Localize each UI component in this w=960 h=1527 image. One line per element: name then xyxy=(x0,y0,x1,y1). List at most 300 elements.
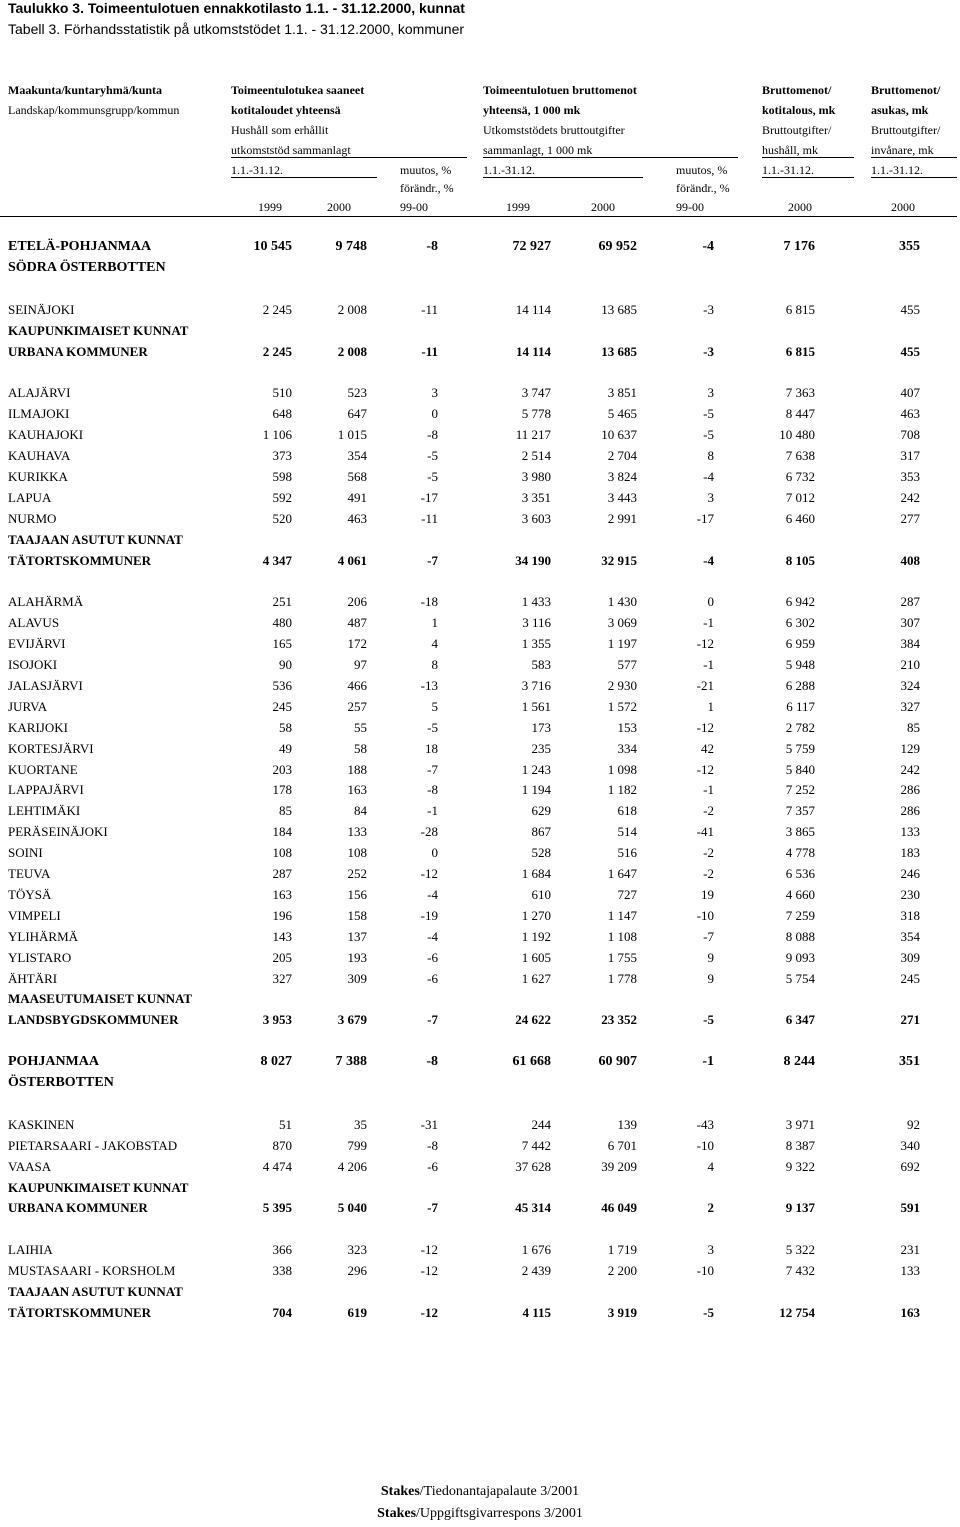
row-name: SOINI xyxy=(8,845,43,861)
cell-gross-1999: 1 561 xyxy=(521,698,551,714)
cell-households-2000: 252 xyxy=(347,866,367,881)
cell-gross-1999: 1 192 xyxy=(521,928,551,944)
cell-per-household-2000: 5 759 xyxy=(785,740,815,756)
cell-gross-2000: 1 197 xyxy=(607,636,637,652)
cell-households-2000: 296 xyxy=(347,1263,367,1279)
cell-gross-2000: 1 778 xyxy=(607,970,637,986)
cell-per-household-2000: 5 840 xyxy=(785,761,815,777)
cell-gross-2000: 1 719 xyxy=(607,1242,637,1258)
cell-per-resident-2000: 210 xyxy=(900,657,920,672)
cell-per-household-2000: 6 536 xyxy=(785,866,815,881)
cell-per-household-2000: 6 347 xyxy=(785,1012,815,1028)
cell-per-resident-2000: 271 xyxy=(900,1012,920,1028)
table-row xyxy=(0,1156,960,1177)
cell-gross-1999: 45 314 xyxy=(515,1200,551,1216)
gross-header-l4: sammanlagt, 1 000 mk xyxy=(483,143,593,157)
row-name: VIMPELI xyxy=(8,907,61,923)
cell-gross-change: 19 xyxy=(701,886,714,902)
cell-gross-1999: 173 xyxy=(531,719,551,735)
table-row xyxy=(0,612,960,633)
table-row xyxy=(0,717,960,738)
cell-households-1999: 373 xyxy=(272,448,292,463)
per-resident-header-l2: asukas, mk xyxy=(871,103,929,117)
cell-households-1999: 327 xyxy=(272,970,292,986)
cell-gross-1999: 1 676 xyxy=(521,1242,551,1258)
gross-period: 1.1.-31.12. xyxy=(483,163,535,177)
cell-gross-2000: 1 572 xyxy=(607,698,637,714)
cell-gross-change: -4 xyxy=(702,239,714,254)
gross-change-sv: förändr., % xyxy=(676,181,730,195)
table-row xyxy=(0,1260,960,1281)
cell-gross-1999: 610 xyxy=(531,886,551,902)
row-name: TEUVA xyxy=(8,866,51,881)
cell-households-change: -5 xyxy=(427,719,438,735)
cell-gross-1999: 5 778 xyxy=(521,406,551,422)
table-row xyxy=(0,1302,960,1323)
cell-gross-change: 8 xyxy=(707,448,714,463)
cell-gross-change: -2 xyxy=(703,845,714,861)
cell-gross-2000: 23 352 xyxy=(601,1012,637,1028)
cell-households-2000: 9 748 xyxy=(335,239,367,254)
cell-households-2000: 463 xyxy=(347,510,367,526)
cell-gross-1999: 14 114 xyxy=(515,301,551,317)
cell-gross-2000: 3 443 xyxy=(607,489,637,505)
per-resident-period-rule xyxy=(871,177,957,178)
table-row xyxy=(0,1135,960,1156)
row-name: KAUPUNKIMAISET KUNNAT xyxy=(8,322,189,338)
row-name: ALAHÄRMÄ xyxy=(8,594,84,610)
cell-gross-1999: 24 622 xyxy=(515,1012,551,1028)
row-name: LAPUA xyxy=(8,489,52,505)
per-resident-year-2000: 2000 xyxy=(891,200,915,214)
cell-households-2000: 4 061 xyxy=(337,552,367,568)
cell-per-resident-2000: 591 xyxy=(900,1200,920,1216)
cell-households-2000: 2 008 xyxy=(337,343,367,359)
cell-gross-change: -1 xyxy=(703,615,714,631)
cell-gross-1999: 3 747 xyxy=(521,385,551,401)
gross-year-change: 99-00 xyxy=(676,200,704,214)
cell-gross-2000: 5 465 xyxy=(607,406,637,422)
row-name: JALASJÄRVI xyxy=(8,677,83,693)
cell-gross-2000: 516 xyxy=(617,845,637,861)
row-name: KAUPUNKIMAISET KUNNAT xyxy=(8,1179,189,1195)
row-name: JURVA xyxy=(8,698,48,714)
cell-per-household-2000: 7 432 xyxy=(785,1263,815,1279)
table-row xyxy=(0,320,960,341)
row-name: ILMAJOKI xyxy=(8,406,70,422)
cell-gross-change: -5 xyxy=(703,427,714,443)
cell-households-1999: 10 545 xyxy=(253,239,292,254)
cell-per-resident-2000: 277 xyxy=(900,510,920,526)
cell-households-change: 8 xyxy=(431,657,438,672)
table-row xyxy=(0,550,960,571)
cell-per-resident-2000: 353 xyxy=(900,468,920,484)
table-spacer-row xyxy=(0,1218,960,1239)
row-name: ALAVUS xyxy=(8,615,60,631)
cell-gross-1999: 1 243 xyxy=(521,761,551,777)
cell-gross-change: 42 xyxy=(701,740,714,756)
table-row xyxy=(0,968,960,989)
per-resident-header-l3: Bruttoutgifter/ xyxy=(871,123,941,137)
cell-households-change: -11 xyxy=(421,510,438,526)
cell-households-change: -8 xyxy=(426,239,438,254)
cell-per-resident-2000: 384 xyxy=(900,636,920,652)
cell-households-change: -4 xyxy=(427,928,438,944)
cell-households-change: -12 xyxy=(420,866,438,881)
cell-gross-change: -5 xyxy=(703,406,714,422)
table-row xyxy=(0,341,960,362)
cell-gross-2000: 1 182 xyxy=(607,782,637,798)
table-row xyxy=(0,424,960,445)
cell-per-household-2000: 7 252 xyxy=(785,782,815,798)
cell-gross-2000: 13 685 xyxy=(601,301,637,317)
col0-header-sv: Landskap/kommunsgrupp/kommun xyxy=(8,103,180,117)
table-spacer-row xyxy=(0,1030,960,1051)
per-household-header-l4: hushåll, mk xyxy=(762,143,818,157)
cell-households-1999: 598 xyxy=(272,468,292,484)
cell-households-change: -7 xyxy=(427,552,438,568)
cell-gross-change: 9 xyxy=(707,949,714,965)
table-title-sv: Tabell 3. Förhandsstatistik på utkomststödet 1.1. - 31.12.2000, kommuner xyxy=(8,21,465,37)
cell-per-household-2000: 8 105 xyxy=(785,552,815,568)
cell-per-household-2000: 5 322 xyxy=(785,1242,815,1258)
table-row xyxy=(0,1114,960,1135)
cell-gross-1999: 867 xyxy=(531,824,551,840)
cell-gross-2000: 60 907 xyxy=(598,1054,637,1070)
cell-per-resident-2000: 455 xyxy=(900,343,920,359)
cell-per-resident-2000: 286 xyxy=(900,803,920,819)
cell-households-2000: 523 xyxy=(347,385,367,401)
table-row xyxy=(0,905,960,926)
cell-gross-2000: 3 069 xyxy=(607,615,637,631)
row-name: VAASA xyxy=(8,1158,52,1174)
cell-households-2000: 3 679 xyxy=(337,1012,367,1028)
cell-per-household-2000: 7 259 xyxy=(785,907,815,923)
per-resident-period: 1.1.-31.12. xyxy=(871,163,923,177)
table-row xyxy=(0,675,960,696)
cell-households-2000: 257 xyxy=(347,698,367,714)
cell-per-resident-2000: 692 xyxy=(900,1158,920,1174)
cell-gross-2000: 3 919 xyxy=(607,1304,637,1320)
cell-households-2000: 5 040 xyxy=(337,1200,367,1216)
row-name: TÄTORTSKOMMUNER xyxy=(8,552,152,568)
table-spacer-row xyxy=(0,570,960,591)
cell-gross-1999: 7 442 xyxy=(521,1137,551,1153)
cell-gross-2000: 2 704 xyxy=(607,448,637,463)
cell-gross-2000: 1 647 xyxy=(607,866,637,881)
cell-per-resident-2000: 355 xyxy=(899,239,920,254)
cell-households-1999: 184 xyxy=(272,824,292,840)
footer-fi xyxy=(0,1484,960,1500)
cell-per-resident-2000: 231 xyxy=(900,1242,920,1258)
cell-households-2000: 158 xyxy=(347,907,367,923)
cell-gross-2000: 46 049 xyxy=(601,1200,637,1216)
cell-households-change: -18 xyxy=(420,594,438,610)
cell-gross-1999: 1 270 xyxy=(521,907,551,923)
cell-gross-change: -2 xyxy=(703,803,714,819)
cell-gross-1999: 244 xyxy=(531,1116,551,1132)
row-name: LAPPAJÄRVI xyxy=(8,782,84,798)
cell-per-household-2000: 7 357 xyxy=(785,803,815,819)
cell-households-1999: 51 xyxy=(279,1116,292,1132)
cell-per-household-2000: 5 948 xyxy=(785,657,815,672)
cell-gross-change: 3 xyxy=(707,489,714,505)
cell-per-household-2000: 3 971 xyxy=(785,1116,815,1132)
table-row xyxy=(0,738,960,759)
cell-households-change: -5 xyxy=(427,448,438,463)
cell-per-household-2000: 6 942 xyxy=(785,594,815,610)
row-name: KAUHAVA xyxy=(8,448,71,463)
table-row xyxy=(0,1072,960,1093)
cell-households-2000: 137 xyxy=(347,928,367,944)
cell-households-change: -6 xyxy=(427,970,438,986)
table-row xyxy=(0,696,960,717)
table-row xyxy=(0,257,960,278)
cell-gross-2000: 1 147 xyxy=(607,907,637,923)
table-row xyxy=(0,1051,960,1072)
cell-per-resident-2000: 317 xyxy=(900,448,920,463)
households-header-rule xyxy=(231,157,467,158)
row-name: MUSTASAARI - KORSHOLM xyxy=(8,1263,176,1279)
cell-households-change: -11 xyxy=(421,301,438,317)
cell-gross-1999: 14 114 xyxy=(515,343,551,359)
cell-gross-1999: 3 716 xyxy=(521,677,551,693)
cell-gross-change: -21 xyxy=(696,677,714,693)
cell-households-change: 3 xyxy=(431,385,438,401)
cell-gross-2000: 577 xyxy=(617,657,637,672)
cell-gross-1999: 1 355 xyxy=(521,636,551,652)
cell-households-2000: 84 xyxy=(354,803,367,819)
cell-households-change: -12 xyxy=(420,1242,438,1258)
cell-gross-change: 0 xyxy=(707,594,714,610)
cell-gross-change: -4 xyxy=(703,552,714,568)
cell-households-1999: 163 xyxy=(272,886,292,902)
table-row xyxy=(0,236,960,257)
cell-gross-1999: 1 627 xyxy=(521,970,551,986)
cell-gross-1999: 11 217 xyxy=(515,427,551,443)
cell-per-resident-2000: 455 xyxy=(900,301,920,317)
cell-households-change: -8 xyxy=(427,782,438,798)
cell-households-change: 18 xyxy=(425,740,438,756)
cell-households-2000: 466 xyxy=(347,677,367,693)
cell-gross-change: -17 xyxy=(696,510,714,526)
cell-households-change: -28 xyxy=(420,824,438,840)
per-household-year-2000: 2000 xyxy=(788,200,812,214)
cell-per-resident-2000: 340 xyxy=(900,1137,920,1153)
cell-gross-2000: 13 685 xyxy=(601,343,637,359)
cell-households-change: 1 xyxy=(431,615,438,631)
cell-gross-change: -5 xyxy=(703,1012,714,1028)
cell-households-1999: 592 xyxy=(272,489,292,505)
gross-period-rule xyxy=(483,177,643,178)
table-spacer-row xyxy=(0,361,960,382)
cell-households-2000: 799 xyxy=(347,1137,367,1153)
cell-per-household-2000: 5 754 xyxy=(785,970,815,986)
cell-households-1999: 8 027 xyxy=(260,1054,292,1070)
row-name: ALAJÄRVI xyxy=(8,385,71,401)
cell-households-change: -8 xyxy=(427,427,438,443)
cell-households-change: -4 xyxy=(427,886,438,902)
row-name: TÖYSÄ xyxy=(8,886,52,902)
cell-gross-1999: 72 927 xyxy=(512,239,551,254)
cell-households-2000: 206 xyxy=(347,594,367,610)
table-row xyxy=(0,508,960,529)
cell-gross-change: -1 xyxy=(702,1054,714,1070)
cell-households-1999: 5 395 xyxy=(262,1200,292,1216)
cell-households-1999: 4 474 xyxy=(262,1158,292,1174)
cell-households-2000: 568 xyxy=(347,468,367,484)
cell-per-resident-2000: 309 xyxy=(900,949,920,965)
cell-gross-1999: 3 116 xyxy=(522,615,551,631)
footer-sv-text: /Uppgiftsgivarrespons 3/2001 xyxy=(416,1506,583,1521)
cell-per-resident-2000: 708 xyxy=(900,427,920,443)
cell-gross-2000: 6 701 xyxy=(607,1137,637,1153)
cell-households-change: -12 xyxy=(420,1263,438,1279)
table-row xyxy=(0,654,960,675)
table-spacer-row xyxy=(0,278,960,299)
table-row xyxy=(0,759,960,780)
households-change-fi: muutos, % xyxy=(400,163,452,177)
row-name: ÖSTERBOTTEN xyxy=(8,1075,114,1090)
cell-households-2000: 108 xyxy=(347,845,367,861)
cell-gross-2000: 69 952 xyxy=(598,239,637,254)
table-row xyxy=(0,988,960,1009)
households-header-l4: utkomststöd sammanlagt xyxy=(231,143,351,157)
cell-per-household-2000: 6 288 xyxy=(785,677,815,693)
cell-households-change: 4 xyxy=(431,636,438,652)
cell-per-household-2000: 4 660 xyxy=(785,886,815,902)
households-header-l2: kotitaloudet yhteensä xyxy=(231,103,341,117)
cell-per-resident-2000: 245 xyxy=(900,970,920,986)
cell-households-change: -12 xyxy=(420,1304,438,1320)
row-name: KAUHAJOKI xyxy=(8,427,84,443)
table-row xyxy=(0,821,960,842)
cell-gross-2000: 10 637 xyxy=(601,427,637,443)
cell-households-change: -6 xyxy=(427,1158,438,1174)
row-name: ETELÄ-POHJANMAA xyxy=(8,239,152,254)
cell-gross-change: -41 xyxy=(696,824,714,840)
cell-per-resident-2000: 92 xyxy=(907,1116,920,1132)
table-row xyxy=(0,1177,960,1198)
table-row xyxy=(0,926,960,947)
cell-gross-change: -10 xyxy=(696,1137,714,1153)
cell-gross-2000: 139 xyxy=(617,1116,637,1132)
cell-gross-change: -7 xyxy=(703,928,714,944)
cell-households-change: -13 xyxy=(420,677,438,693)
cell-gross-change: -4 xyxy=(703,468,714,484)
cell-per-household-2000: 6 117 xyxy=(786,698,815,714)
cell-gross-change: -12 xyxy=(696,719,714,735)
cell-households-1999: 178 xyxy=(272,782,292,798)
cell-gross-change: -2 xyxy=(703,866,714,881)
row-name: LEHTIMÄKI xyxy=(8,803,81,819)
table-row xyxy=(0,445,960,466)
cell-gross-2000: 514 xyxy=(617,824,637,840)
row-name: LANDSBYGDSKOMMUNER xyxy=(8,1012,179,1028)
cell-gross-change: -12 xyxy=(696,636,714,652)
cell-per-household-2000: 8 447 xyxy=(785,406,815,422)
row-name: PIETARSAARI - JAKOBSTAD xyxy=(8,1137,178,1153)
cell-households-change: -6 xyxy=(427,949,438,965)
header-bottom-rule xyxy=(0,216,957,217)
row-name: ISOJOKI xyxy=(8,657,58,672)
row-name: SEINÄJOKI xyxy=(8,301,75,317)
row-name: KARIJOKI xyxy=(8,719,68,735)
cell-per-household-2000: 6 959 xyxy=(785,636,815,652)
cell-households-change: 0 xyxy=(431,406,438,422)
cell-households-2000: 4 206 xyxy=(337,1158,367,1174)
cell-gross-change: 3 xyxy=(707,1242,714,1258)
cell-gross-1999: 1 194 xyxy=(521,782,551,798)
households-year-2000: 2000 xyxy=(327,200,351,214)
cell-households-1999: 536 xyxy=(272,677,292,693)
cell-households-1999: 85 xyxy=(279,803,292,819)
cell-per-resident-2000: 318 xyxy=(900,907,920,923)
cell-gross-1999: 583 xyxy=(531,657,551,672)
cell-gross-change: -12 xyxy=(696,761,714,777)
cell-households-1999: 196 xyxy=(272,907,292,923)
cell-gross-2000: 2 930 xyxy=(607,677,637,693)
row-name: KORTESJÄRVI xyxy=(8,740,94,756)
table-row xyxy=(0,884,960,905)
table-row xyxy=(0,487,960,508)
cell-gross-2000: 3 824 xyxy=(607,468,637,484)
households-header-l1: Toimeentulotukea saaneet xyxy=(231,83,365,97)
cell-households-2000: 491 xyxy=(347,489,367,505)
cell-gross-change: -10 xyxy=(696,907,714,923)
cell-gross-change: 1 xyxy=(707,698,714,714)
col0-header-fi: Maakunta/kuntaryhmä/kunta xyxy=(8,83,163,97)
cell-per-resident-2000: 133 xyxy=(900,1263,920,1279)
cell-households-1999: 203 xyxy=(272,761,292,777)
cell-households-change: -11 xyxy=(421,343,438,359)
cell-households-1999: 2 245 xyxy=(262,301,292,317)
cell-per-resident-2000: 133 xyxy=(900,824,920,840)
row-name: URBANA KOMMUNER xyxy=(8,1200,148,1216)
gross-change-fi: muutos, % xyxy=(676,163,728,177)
cell-per-resident-2000: 129 xyxy=(900,740,920,756)
cell-gross-change: -1 xyxy=(703,782,714,798)
table-row xyxy=(0,1239,960,1260)
cell-gross-2000: 727 xyxy=(617,886,637,902)
cell-households-1999: 704 xyxy=(272,1304,292,1320)
cell-per-resident-2000: 242 xyxy=(900,489,920,505)
table-row xyxy=(0,591,960,612)
row-name: KUORTANE xyxy=(8,761,78,777)
row-name: TAAJAAN ASUTUT KUNNAT xyxy=(8,531,183,547)
households-header-l3: Hushåll som erhållit xyxy=(231,123,329,137)
cell-gross-change: -5 xyxy=(703,1304,714,1320)
gross-year-2000: 2000 xyxy=(591,200,615,214)
cell-households-2000: 156 xyxy=(347,886,367,902)
row-name: TÄTORTSKOMMUNER xyxy=(8,1304,152,1320)
cell-per-household-2000: 6 302 xyxy=(785,615,815,631)
cell-per-household-2000: 4 778 xyxy=(785,845,815,861)
gross-header-l3: Utkomststödets bruttoutgifter xyxy=(483,123,625,137)
cell-gross-2000: 618 xyxy=(617,803,637,819)
row-name: YLISTARO xyxy=(8,949,72,965)
row-name: POHJANMAA xyxy=(8,1054,99,1070)
cell-gross-change: 4 xyxy=(707,1158,714,1174)
cell-gross-1999: 3 351 xyxy=(521,489,551,505)
cell-per-household-2000: 9 322 xyxy=(785,1158,815,1174)
per-resident-header-l1: Bruttomenot/ xyxy=(871,83,941,97)
cell-gross-1999: 235 xyxy=(531,740,551,756)
per-household-period-rule xyxy=(762,177,854,178)
cell-gross-1999: 3 603 xyxy=(521,510,551,526)
cell-gross-2000: 3 851 xyxy=(607,385,637,401)
per-resident-header-rule xyxy=(871,157,957,158)
